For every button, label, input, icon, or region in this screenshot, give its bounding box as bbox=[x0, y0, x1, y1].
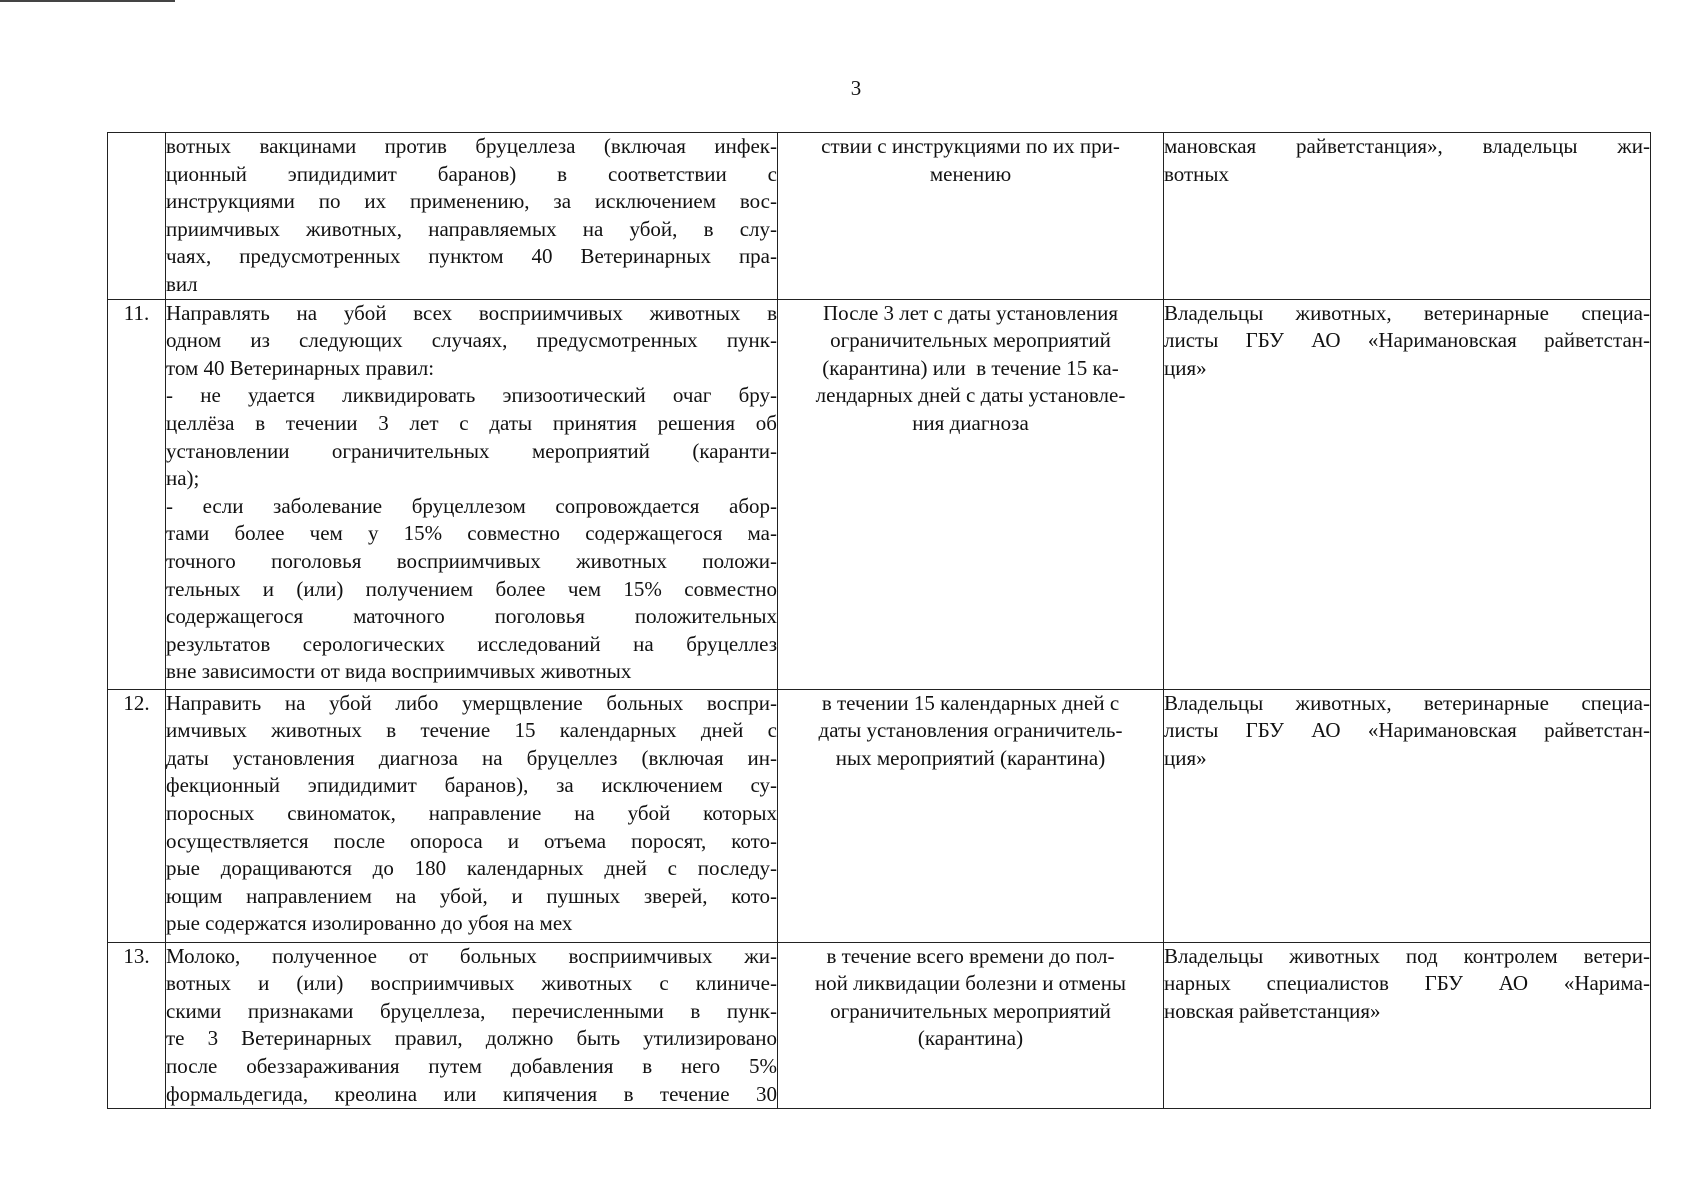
responsible-line: Владельцы животных под контролем ветери- bbox=[1164, 943, 1650, 968]
time-line: ограничительных мероприятий bbox=[830, 998, 1111, 1023]
responsible-cell bbox=[1164, 299, 1651, 689]
action-line: том 40 Ветеринарных правил: bbox=[166, 355, 435, 380]
action-line: после обеззараживания путем добавления в него 5% bbox=[166, 1053, 777, 1078]
action-line: точного поголовья восприимчивых животных положи- bbox=[166, 548, 777, 573]
time-cell bbox=[778, 299, 1164, 689]
action-line: тами более чем у 15% совместно содержащегося ма- bbox=[166, 521, 777, 546]
action-line: рые доращиваются до 180 календарных дней с последу- bbox=[166, 856, 777, 881]
page-number: 3 bbox=[850, 76, 862, 100]
action-line: Направить на убой либо умерщвление больных воспри- bbox=[166, 690, 777, 715]
time-line: ной ликвидации болезни и отмены bbox=[814, 971, 1127, 996]
responsible-line: листы ГБУ АО «Наримановская райветстан- bbox=[1164, 718, 1650, 743]
action-line: результатов серологических исследований на бруцеллез bbox=[166, 631, 777, 656]
action-line: вил bbox=[166, 271, 198, 296]
top-rule bbox=[0, 0, 175, 2]
action-line: Молоко, полученное от больных восприимчивых жи- bbox=[166, 943, 777, 968]
time-line: в течении 15 календарных дней с bbox=[821, 690, 1120, 715]
action-line: ющим направлением на убой, и пушных зверей, кото- bbox=[166, 883, 777, 908]
time-line: даты установления ограничитель- bbox=[818, 718, 1123, 743]
time-cell bbox=[778, 133, 1164, 300]
row-number: 12. bbox=[108, 689, 166, 942]
action-line: одном из следующих случаях, предусмотренных пунк- bbox=[166, 328, 777, 353]
action-line: поросных свиноматок, направление на убой которых bbox=[166, 800, 777, 825]
time-line: ограничительных мероприятий bbox=[830, 328, 1111, 353]
action-line: даты установления диагноза на бруцеллез (включая ин- bbox=[166, 745, 777, 770]
responsible-cell bbox=[1164, 689, 1651, 942]
responsible-line: ция» bbox=[1164, 745, 1207, 770]
table-row bbox=[108, 133, 1651, 300]
action-line: имчивых животных в течение 15 календарных дней с bbox=[166, 718, 777, 743]
action-line: вне зависимости от вида восприимчивых животных bbox=[166, 659, 632, 684]
action-line: инструкциями по их применению, за исключением вос- bbox=[166, 189, 777, 214]
action-line: целлёза в течении 3 лет с даты принятия решения об bbox=[166, 410, 777, 435]
table-body bbox=[108, 133, 1651, 1109]
responsible-line: ция» bbox=[1164, 355, 1207, 380]
time-cell bbox=[778, 689, 1164, 942]
responsible-line: нарных специалистов ГБУ АО «Нарима- bbox=[1164, 971, 1650, 996]
responsible-cell bbox=[1164, 942, 1651, 1109]
action-line: чаях, предусмотренных пунктом 40 Ветеринарных пра- bbox=[166, 244, 777, 269]
responsible-cell bbox=[1164, 133, 1651, 300]
time-line: менению bbox=[929, 161, 1012, 186]
responsible-line: Владельцы животных, ветеринарные специа- bbox=[1164, 300, 1650, 325]
responsible-line: мановская райветстанция», владельцы жи- bbox=[1164, 134, 1650, 158]
time-line: (карантина) bbox=[917, 1026, 1024, 1051]
action-line: содержащегося маточного поголовья положительных bbox=[166, 604, 777, 629]
action-cell bbox=[166, 942, 778, 1109]
action-line: - не удается ликвидировать эпизоотический очаг бру- bbox=[166, 383, 777, 408]
action-line: фекционный эпидидимит баранов), за исключением су- bbox=[166, 773, 777, 798]
row-number: 13. bbox=[108, 942, 166, 1109]
row-number bbox=[108, 133, 166, 300]
time-line: (карантина) или в течение 15 ка- bbox=[822, 355, 1119, 380]
action-line: Направлять на убой всех восприимчивых животных в bbox=[166, 300, 777, 325]
table-row bbox=[108, 689, 1651, 942]
action-line: ционный эпидидимит баранов) в соответствии с bbox=[166, 161, 777, 186]
responsible-line: листы ГБУ АО «Наримановская райветстан- bbox=[1164, 328, 1650, 353]
action-line: - если заболевание бруцеллезом сопровождается абор- bbox=[166, 493, 777, 518]
action-line: рые содержатся изолированно до убоя на мех bbox=[166, 911, 573, 936]
action-cell bbox=[166, 299, 778, 689]
action-cell bbox=[166, 133, 778, 300]
action-line: те 3 Ветеринарных правил, должно быть утилизировано bbox=[166, 1026, 777, 1051]
responsible-line: новская райветстанция» bbox=[1164, 998, 1381, 1023]
time-line: лендарных дней с даты установле- bbox=[815, 383, 1126, 408]
time-line: После 3 лет с даты установления bbox=[823, 300, 1118, 325]
time-cell bbox=[778, 942, 1164, 1109]
action-line: установлении ограничительных мероприятий (каранти- bbox=[166, 438, 777, 463]
action-line: осуществляется после опороса и отъема поросят, кото- bbox=[166, 828, 777, 853]
action-line: вотных и (или) восприимчивых животных с клиниче- bbox=[166, 971, 777, 996]
responsible-line: вотных bbox=[1164, 161, 1230, 186]
action-line: приимчивых животных, направляемых на убой, в слу- bbox=[166, 216, 777, 241]
time-line: в течение всего времени до пол- bbox=[826, 943, 1115, 968]
action-line: вотных вакцинами против бруцеллеза (включая инфек- bbox=[166, 134, 777, 158]
row-number: 11. bbox=[108, 299, 166, 689]
table-row bbox=[108, 299, 1651, 689]
measures-table bbox=[107, 132, 1651, 1109]
action-line: на); bbox=[166, 466, 200, 491]
table-row bbox=[108, 942, 1651, 1109]
action-line: формальдегида, креолина или кипячения в течение 30 bbox=[166, 1081, 777, 1106]
time-line: ствии с инструкциями по их при- bbox=[821, 134, 1120, 158]
action-line: скими признаками бруцеллеза, перечисленными в пунк- bbox=[166, 998, 777, 1023]
time-line: ния диагноза bbox=[912, 410, 1029, 435]
action-line: тельных и (или) получением более чем 15% совместно bbox=[166, 576, 777, 601]
action-cell bbox=[166, 689, 778, 942]
responsible-line: Владельцы животных, ветеринарные специа- bbox=[1164, 690, 1650, 715]
time-line: ных мероприятий (карантина) bbox=[835, 745, 1106, 770]
